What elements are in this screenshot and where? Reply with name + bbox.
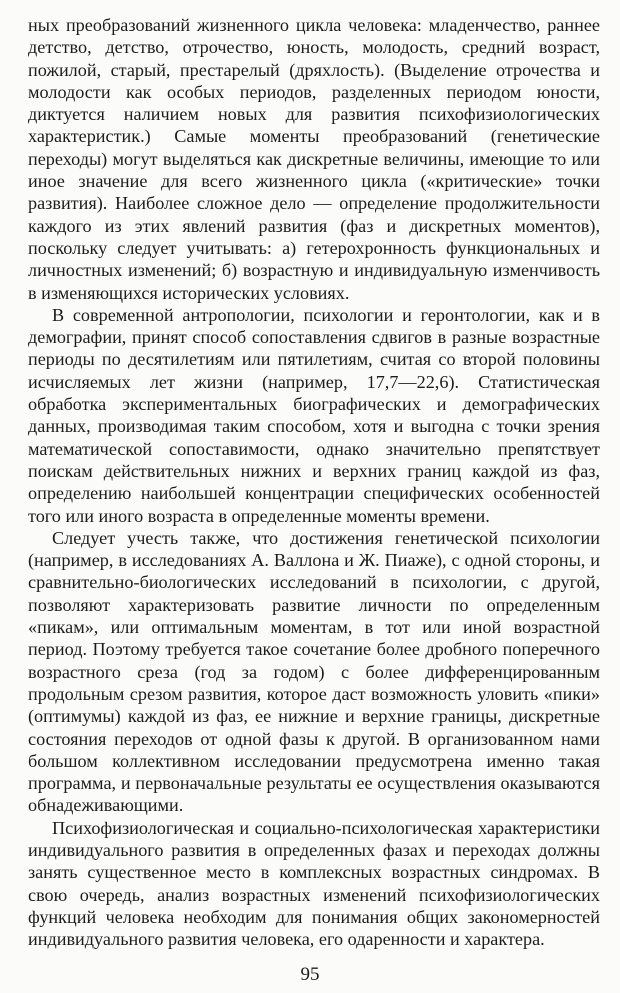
paragraph-2: В современной антропологии, психологии и геронтологии, как и в демографии, принят способ сопоставления сдвигов в разные возрастные периоды по десятилетиям или пятилетиям, считая со второй половины исчисляемых лет жизни (например, 17,7—22,6). Статистическая обработка экспериментальных биографических и демографических данных, производимая таким способом, хотя и выгодна с точки зрения математической сопоставимости, однако значительно препятствует поискам действительных нижних и верхних границ каждой из фаз, определению наибольшей концентрации специфических особенностей того или иного возраста в определенные моменты времени. <box>28 304 600 526</box>
page-number: 95 <box>300 964 320 985</box>
paragraph-3: Следует учесть также, что достижения генетической психологии (например, в исследованиях А. Валлона и Ж. Пиаже), с одной стороны, и сравнительно-биологических исследований в психологии, с другой, позволяют характеризовать развитие личности по определенным «пикам», или оптимальным моментам, в тот или иной возрастной период. Поэтому требуется такое сочетание более дробного поперечного возрастного среза (год за годом) с более дифференцированным продольным срезом развития, которое даст возможность уловить «пики» (оптимумы) каждой из фаз, ее нижние и верхние границы, дискретные состояния переходов от одной фазы к другой. В организованном нами большом коллективном исследовании предусмотрена именно такая программа, и первоначальные результаты ее осуществления оказываются обнадеживающими. <box>28 527 600 816</box>
paragraph-1: ных преобразований жизненного цикла человека: младенчество, раннее детство, детство, отрочество, юность, молодость, средний возраст, пожилой, старый, престарелый (дряхлость). (Выделение отрочества и молодости как особых периодов, разделенных периодом юности, диктуется наличием новых для развития психофизиологических характеристик.) Самые моменты преобразований (генетические переходы) могут выделяться как дискретные величины, имеющие то или иное значение для всего жизненного цикла («критические» точки развития). Наиболее сложное дело — определение продолжительности каждого из этих явлений развития (фаз и дискретных моментов), поскольку следует учитывать: а) гетерохронность функциональных и личностных изменений; б) возрастную и индивидуальную изменчивость в изменяющихся исторических условиях. <box>28 15 600 303</box>
page-body <box>28 14 600 950</box>
paragraph-4: Психофизиологическая и социально-психологическая характеристики индивидуального развития в определенных фазах и переходах должны занять существенное место в комплексных возрастных синдромах. В свою очередь, анализ возрастных изменений психофизиологических функций человека необходим для понимания общих закономерностей индивидуального развития человека, его одаренности и характера. <box>28 817 600 950</box>
